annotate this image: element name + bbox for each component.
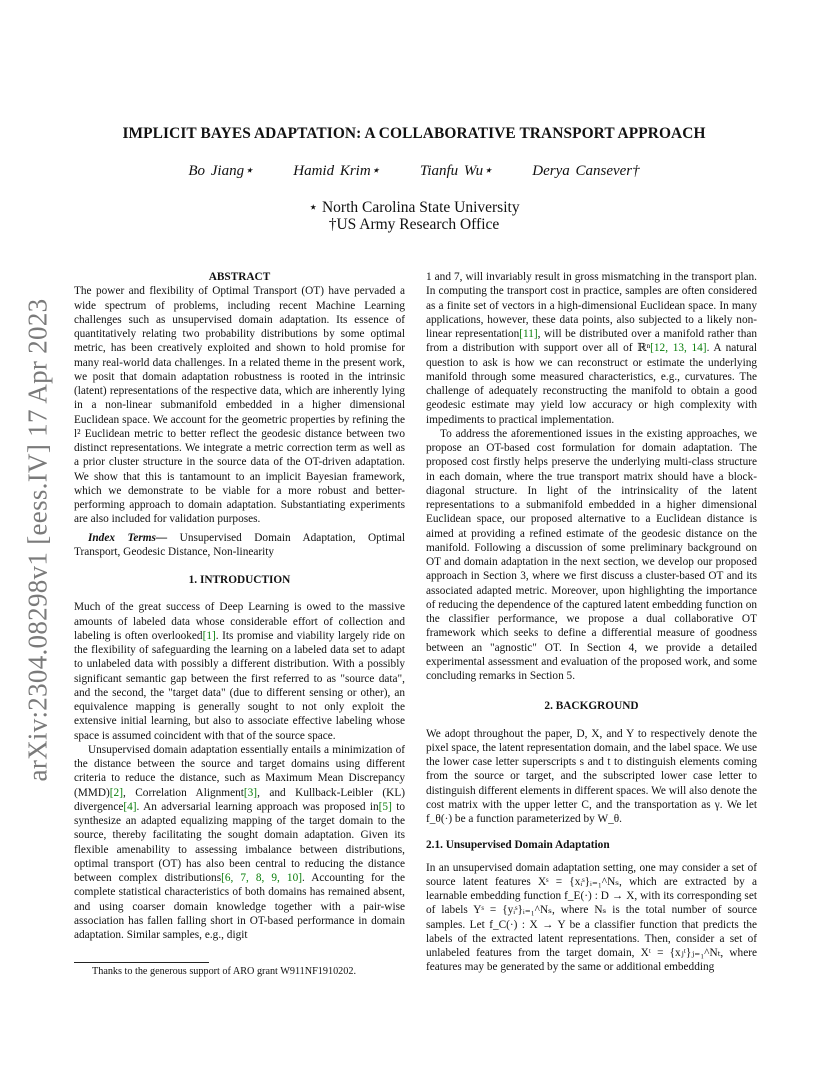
intro-paragraph-2: [74, 743, 405, 943]
arxiv-sidebar: [18, 280, 58, 800]
citation-link[interactable]: [4]: [123, 800, 137, 813]
intro-paragraph-1: [74, 600, 405, 743]
introduction-heading: 1. INTRODUCTION: [188, 574, 291, 586]
citation-link[interactable]: [12, 13, 14]: [650, 342, 707, 355]
index-terms-text: Unsupervised Domain Adaptation, Optimal Transport, Geodesic Distance, Non-linearity: [74, 531, 406, 558]
author-2: Hamid Krim⋆: [293, 163, 381, 179]
author-3: Tianfu Wu⋆: [419, 163, 493, 179]
right-p1-text-a: 1 and 7, will invariably result in gross mismatching in the transport plan. In computing the transport cost in practice, samples are often considered as a finite set of vectors in a high-dimensional Euclidean space. In many applications, however, these data points, also subjected to a likely non-linear representation: [426, 271, 757, 340]
right-paragraph-1: [426, 270, 757, 427]
intro-p2-text-c: , and Kullback-Leibler (KL) divergence: [74, 786, 405, 813]
arxiv-identifier: arXiv:2304.08298v1 [eess.IV] 17 Apr 2023: [22, 298, 53, 782]
subsection-paragraph: In an unsupervised domain adaptation setting, one may consider a set of source latent features Xˢ = {xᵢˢ}ᵢ₌₁^Nₛ, which are extracted by a learnable embedding function f_E(·) : D → X, with its corresponding set of labels Yˢ = {yᵢˢ}ᵢ₌₁^Nₛ, where Nₛ is the total number of source samples. Let f_C(·) : X → Y be a classifier function that predicts the labels of the extracted latent representations. Then, consider a set of unlabeled features from the target domain, Xᵗ = {xⱼᵗ}ⱼ₌₁^Nₜ, where features may be generated by the same or additional embedding: [426, 861, 757, 974]
author-list: [0, 161, 828, 180]
citation-link[interactable]: [2]: [109, 786, 123, 799]
intro-p2-text-d: . An adversarial learning approach was proposed in: [136, 800, 379, 813]
index-terms: [74, 531, 405, 560]
intro-p1-text-a: Much of the great success of Deep Learning is owed to the massive amounts of labeled data whose considerable effort of collection and labeling is often overlooked: [74, 601, 405, 642]
index-terms-label: Index Terms—: [88, 531, 168, 544]
right-paragraph-2: To address the aforementioned issues in the existing approaches, we propose an OT-based cost formulation for domain adaptation. The proposed cost firstly helps preserve the underlying multi-class structure in each domain, where the true transport matrix should have a block-diagonal structure. In light of the intrinsicality of the latent representations to a submanifold embedded in a higher dimensional Euclidean space, our proposed alternative to a Euclidean distance is aimed at providing a refined estimate of the geodesic distance on the manifold. Following a discussion of some preliminary background on OT and domain adaptation in the next section, we develop our proposed approach in Section 3, where we first discuss a cluster-based OT and its associated adapted metric. Moreover, upon highlighting the importance of reducing the dependence of the captured latent embedding function on the classifier performance, we propose a dual collaborative OT framework which seeks to define a differential measure of goodness between an "agnostic" OT. In Section 4, we provide a detailed experimental assessment and evaluation of the proposed work, and some concluding remarks in Section 5.: [426, 427, 757, 682]
citation-link[interactable]: [5]: [378, 800, 392, 813]
right-p1-text-c: . A natural question to ask is how we can reconstruct or estimate the underlying manifold through some measured characteristics, e.g., curvatures. The challenge of adequately reconstructing the manifold to obtain a good geodesic estimate may yield low accuracy or high complexity with impediments to practical implementation.: [426, 342, 758, 426]
right-column: [426, 270, 757, 975]
abstract-heading: ABSTRACT: [208, 271, 271, 283]
left-column: [74, 270, 405, 942]
paper-title: IMPLICIT BAYES ADAPTATION: A COLLABORATIVE TRANSPORT APPROACH: [122, 125, 706, 142]
subsection-heading: 2.1. Unsupervised Domain Adaptation: [426, 839, 610, 852]
author-4: Derya Cansever†: [532, 163, 640, 179]
background-paragraph: We adopt throughout the paper, D, X, and Y to respectively denote the pixel space, the latent representation domain, and the label space. We use the lower case letter superscripts s and t to distinguish elements coming from the source or target, and the subscripted lower case letter to distinguish different elements in different spaces. We will also denote the cost matrix with the upper letter C, and the transportation as γ. We let f_θ(·) be a function parameterized by W_θ.: [426, 727, 757, 825]
intro-p2-text-a: Unsupervised domain adaptation essentially entails a minimization of the distance between the source and target domains using different criteria to reduce the distance, such as Maximum Mean Discrepancy (MMD): [74, 743, 405, 799]
intro-p1-text-b: . Its promise and viability largely ride on the flexibility of safeguarding the learning on a labeled data set to adapt to unlabeled data with possibly a different distribution. With a possibly significant semantic gap between the first referred to as "source data", and the second, the "target data" (due to different sensing or other), an equivalence mapping is generally sought to not only exploit the extensive initial learning, but also to associate effective labeling whose space is assumed coincident with that of the source space.: [74, 629, 405, 742]
footnote-rule: [74, 962, 209, 963]
right-p1-text-b: , will be distributed over a manifold rather than from a distribution with support over all of ℝⁿ: [426, 328, 758, 355]
intro-p2-text-e: to synthesize an adapted equalizing mapping of the target domain to the source, thereby facilitating the sought domain adaptation. Given its flexible amenability to assessing imbalance between distributions, optimal transport (OT) has also been central to reducing the distance between complex distributions: [74, 800, 405, 884]
citation-link[interactable]: [6, 7, 8, 9, 10]: [221, 872, 302, 884]
intro-p2-text-f: . Accounting for the complete statistical characteristics of both domains has remained absent, and using coarser domain knowledge together with a pair-wise association has fallen falling short in OT-based performance in domain adaptation. Similar samples, e.g., digit: [74, 872, 405, 941]
affiliation-ncsu: ⋆ North Carolina State University: [308, 199, 520, 216]
intro-p2-text-b: , Correlation Alignment: [122, 786, 244, 799]
author-1: Bo Jiang⋆: [188, 163, 254, 179]
citation-link[interactable]: [11]: [519, 328, 538, 340]
citation-link[interactable]: [1]: [202, 629, 216, 642]
background-heading: 2. BACKGROUND: [544, 700, 639, 713]
citation-link[interactable]: [3]: [243, 786, 258, 799]
affiliation-aro: †US Army Research Office: [328, 216, 500, 233]
abstract-body: The power and flexibility of Optimal Transport (OT) have pervaded a wide spectrum of problems, including recent Machine Learning challenges such as unsupervised domain adaptation. Its essence of quantitatively relating two probability distributions by some optimal metric, has been creatively exploited and shown to hold promise for many real-world data challenges. In a related theme in the present work, we posit that domain adaptation robustness is rooted in the intrinsic (latent) representations of the respective data, which are inherently lying in a non-linear submanifold embedded in a higher dimensional Euclidean space. We account for the geometric properties by refining the l² Euclidean metric to better reflect the geodesic distance between two distinct representations. We integrate a metric correction term as well as a prior cluster structure in the source data of the OT-driven adaptation. We show that this is tantamount to an implicit Bayesian framework, which we demonstrate to be viable for a more robust and better-performing approach to domain adaptation. Substantiating experiments are also included for validation purposes.: [74, 285, 405, 526]
footnote: Thanks to the generous support of ARO grant W911NF1910202.: [92, 966, 356, 977]
